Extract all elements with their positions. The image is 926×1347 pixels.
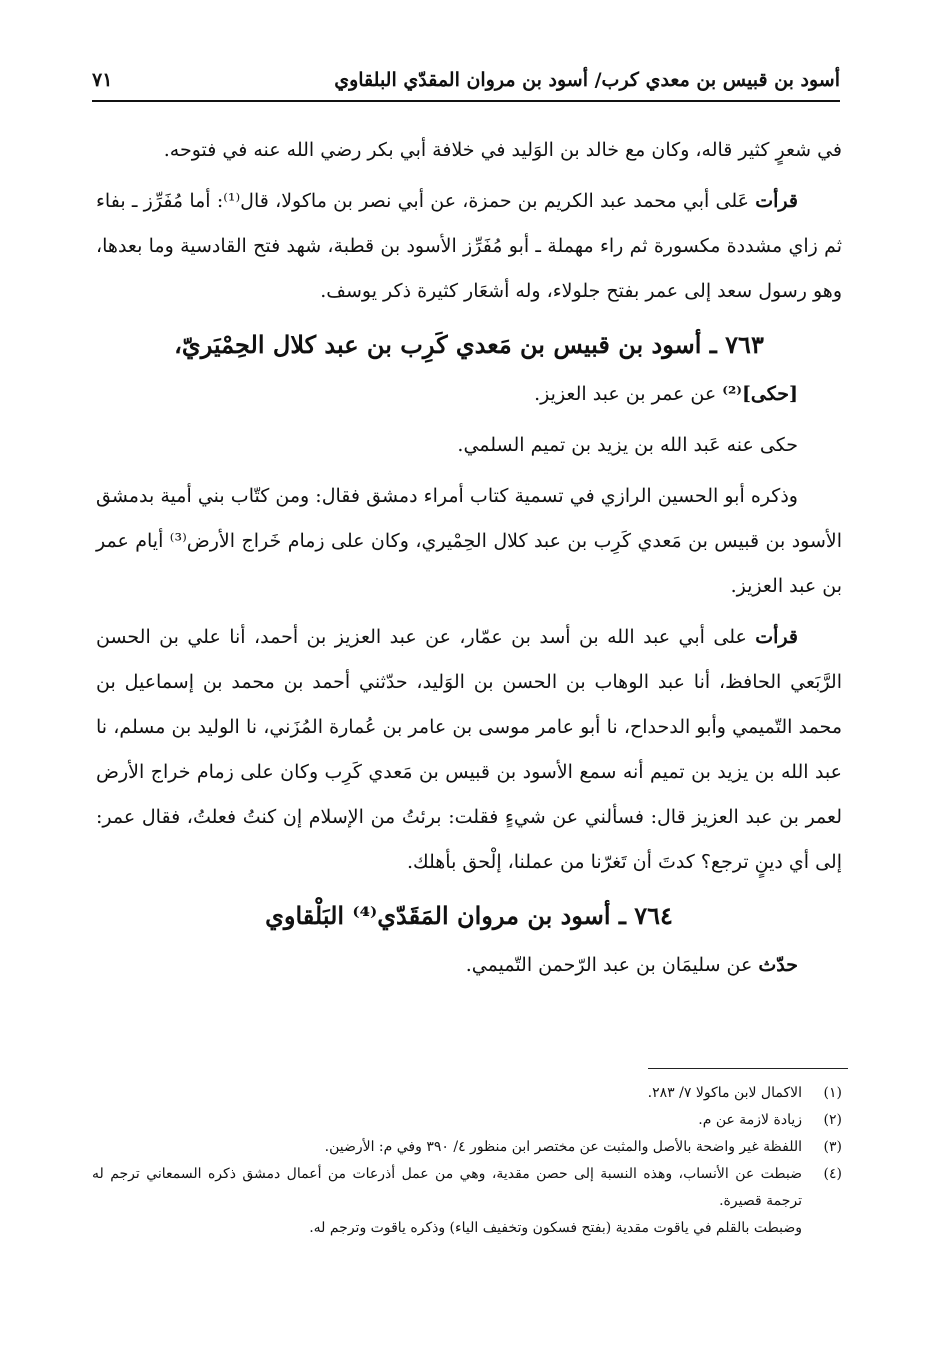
footnote-4-continuation: وضبطت بالقلم في ياقوت مقدية (بفتح فسكون وتخفيف الياء) وذكره ياقوت وترجم له. — [309, 1220, 802, 1236]
paragraph-6 — [96, 615, 842, 885]
paragraph-1-text: في شعرٍ كثير قاله، وكان مع خالد بن الوَليد في خلافة أبي بكر رضي الله عنه في فتوحه. — [163, 139, 842, 161]
paragraph-7-text: عن سليمَان بن عبد الرّحمن التّميمي. — [465, 954, 759, 976]
paragraph-5 — [96, 474, 842, 609]
footnote-number: (١) — [823, 1085, 842, 1101]
paragraph-2 — [96, 179, 842, 314]
running-header — [92, 60, 840, 102]
footnote-number: (٤) — [823, 1166, 842, 1182]
running-header-title: أسود بن قبيس بن معدي كرب/ أسود بن مروان المقدّي البلقاوي — [334, 69, 840, 91]
footnotes — [92, 1080, 842, 1242]
paragraph-6-lead: قرأت — [755, 626, 798, 648]
paragraph-3-lead: [حكى]⁽²⁾ — [722, 383, 798, 405]
footnote-2 — [92, 1107, 842, 1134]
main-text — [96, 128, 842, 994]
paragraph-4-text: حكى عنه عَبد الله بن يزيد بن تميم السلمي. — [457, 434, 798, 456]
paragraph-5-text: وذكره أبو الحسين الرازي في تسمية كتاب أمراء دمشق فقال: ومن كتّاب بني أمية بدمشق الأسود بن قبيس بن مَعدي كَرِب بن عبد كلال الحِمْيري، وكان على زمام خَراج الأرض⁽³⁾ أيام عمر بن عبد العزيز. — [96, 485, 843, 597]
footnote-number: (٢) — [823, 1112, 842, 1128]
paragraph-3 — [96, 372, 842, 417]
paragraph-7 — [96, 943, 842, 988]
paragraph-2-lead: قرأت — [755, 190, 798, 212]
paragraph-7-lead: حدّث — [758, 954, 798, 976]
footnote-3 — [92, 1134, 842, 1161]
footnote-text: الاكمال لابن ماكولا ٧/ ٢٨٣. — [647, 1085, 802, 1101]
footnote-text: زيادة لازمة عن م. — [698, 1112, 802, 1128]
page-number: ٧١ — [92, 69, 113, 91]
footnote-text: ضبطت عن الأنساب، وهذه النسبة إلى حصن مقدية، وهي من عمل أذرعات من أعمال دمشق ذكره السمعاني ترجم له ترجمة قصيرة. — [92, 1166, 802, 1209]
footnote-text: اللفظة غير واضحة بالأصل والمثبت عن مختصر ابن منظور ٤/ ٣٩٠ وفي م: الأرضين. — [324, 1139, 802, 1155]
footnote-divider — [648, 1068, 848, 1069]
paragraph-4 — [96, 423, 842, 468]
footnote-4 — [92, 1161, 842, 1215]
entry-heading-763: ٧٦٣ ـ أسود بن قبيس بن مَعدي كَرِب بن عبد كلال الحِمْيَريّ، — [174, 330, 764, 359]
paragraph-2-text: عَلى أبي محمد عبد الكريم بن حمزة، عن أبي نصر بن ماكولا، قال⁽¹⁾: أما مُفَرِّز ـ بفاء ثم زاي مشددة مكسورة ثم راء مهملة ـ أبو مُفَرِّز الأسود بن قطبة، شهد فتح القادسية وما بعدها، وهو رسول سعد إلى عمر بفتح جلولاء، وله أشعَار كثيرة ذكر يوسف. — [96, 190, 842, 302]
entry-heading-764: ٧٦٤ ـ أسود بن مروان المَقَدّي⁽⁴⁾ البَلْقاوي — [265, 901, 673, 930]
paragraph-6-text: على أبي عبد الله بن أسد بن عمّار، عن عبد العزيز بن أحمد، أنا علي بن الحسن الرَّبَعي الحافظ، أنا عبد الوهاب بن الحسن بن الوَليد، حدّثني أحمد بن محمد بن إسماعيل بن محمد التّميمي وأبو الدحداح، نا أبو عامر موسى بن عامر بن عُمارة المُزَني، نا الوليد بن مسلم، نا عبد الله بن يزيد بن تميم أنه سمع الأسود بن قبيس بن مَعدي كَرِب وكان على زمام خراج الأرض لعمر بن عبد العزيز قال: فسألني عن شيءٍ فقلت: برئتُ من الإسلام إن كنتُ فعلتُ، فقال عمر: إلى أي دينٍ ترجع؟ كدتَ أن تَغرّنا من عملنا، إلْحق بأهلك. — [96, 626, 842, 873]
paragraph-3-text: عن عمر بن عبد العزيز. — [534, 383, 723, 405]
footnote-1 — [92, 1080, 842, 1107]
paragraph-1 — [96, 128, 842, 173]
footnote-number: (٣) — [823, 1139, 842, 1155]
